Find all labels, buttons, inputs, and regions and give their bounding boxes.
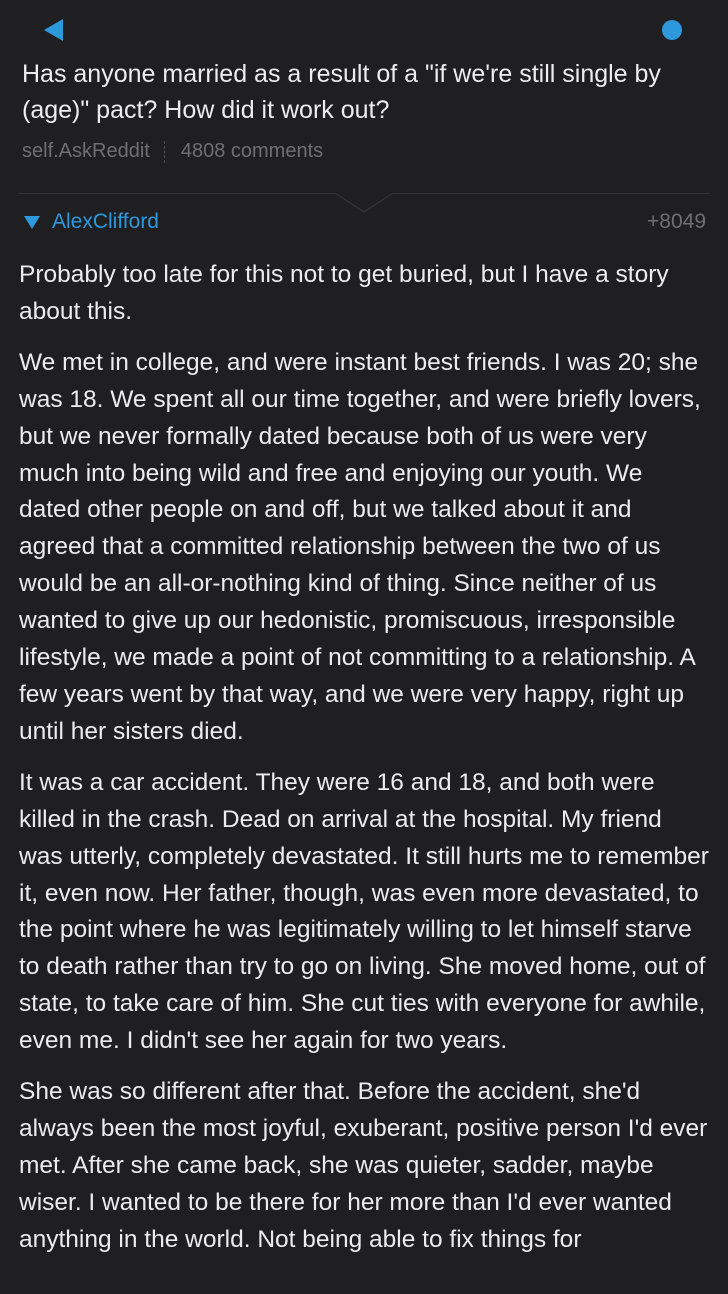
comment-paragraph: We met in college, and were instant best friends. I was 20; she was 18. We spent all our time together, and were briefly lovers, but we never formally dated because both of us were very much into being wild and free and enjoying our youth. We dated other people on and off, but we talked about it and agreed that a committed relationship between the two of us would be an all-or-nothing kind of thing. Since neither of us wanted to give up our hedonistic, promiscuous, irresponsible lifestyle, we made a point of not committing to a relationship. A few years went by that way, and we were very happy, right up until her sisters died. bbox=[19, 348, 701, 745]
comment-header bbox=[22, 207, 708, 237]
post-meta bbox=[22, 138, 323, 164]
back-arrow-icon[interactable] bbox=[44, 19, 63, 41]
comment-paragraph: She was so different after that. Before the accident, she'd always been the most joyful, exuberant, positive person I'd ever met. After she came back, she was quieter, sadder, maybe wiser. I wanted to be there for her more than I'd ever wanted anything in the world. Not being able to fix things for bbox=[19, 1078, 708, 1253]
meta-separator bbox=[164, 141, 165, 163]
comment-paragraph: It was a car accident. They were 16 and 18, and both were killed in the crash. Dead on arrival at the hospital. My friend was utterly, completely devastated. It still hurts me to remember it, even now. Her father, though, was even more devastated, to the point where he was legitimately willing to let himself starve to death rather than try to go on living. She moved home, out of state, to take care of him. She cut ties with everyone for awhile, even me. I didn't see her again for two years. bbox=[19, 768, 709, 1055]
collapse-triangle-icon[interactable] bbox=[24, 216, 40, 229]
comments-count[interactable]: 4808 comments bbox=[180, 140, 324, 162]
comment-score: +8049 bbox=[647, 210, 706, 233]
post-title: Has anyone married as a result of a "if we're still single by (age)" pact? How did it work out? bbox=[22, 60, 661, 124]
top-bar bbox=[0, 0, 728, 56]
comment-author[interactable]: AlexClifford bbox=[52, 210, 159, 233]
comment-body bbox=[19, 257, 709, 1273]
subreddit-label[interactable]: self.AskReddit bbox=[22, 140, 150, 162]
comment-paragraph: Probably too late for this not to get buried, but I have a story about this. bbox=[19, 261, 669, 325]
circle-dot-icon[interactable] bbox=[662, 20, 682, 40]
